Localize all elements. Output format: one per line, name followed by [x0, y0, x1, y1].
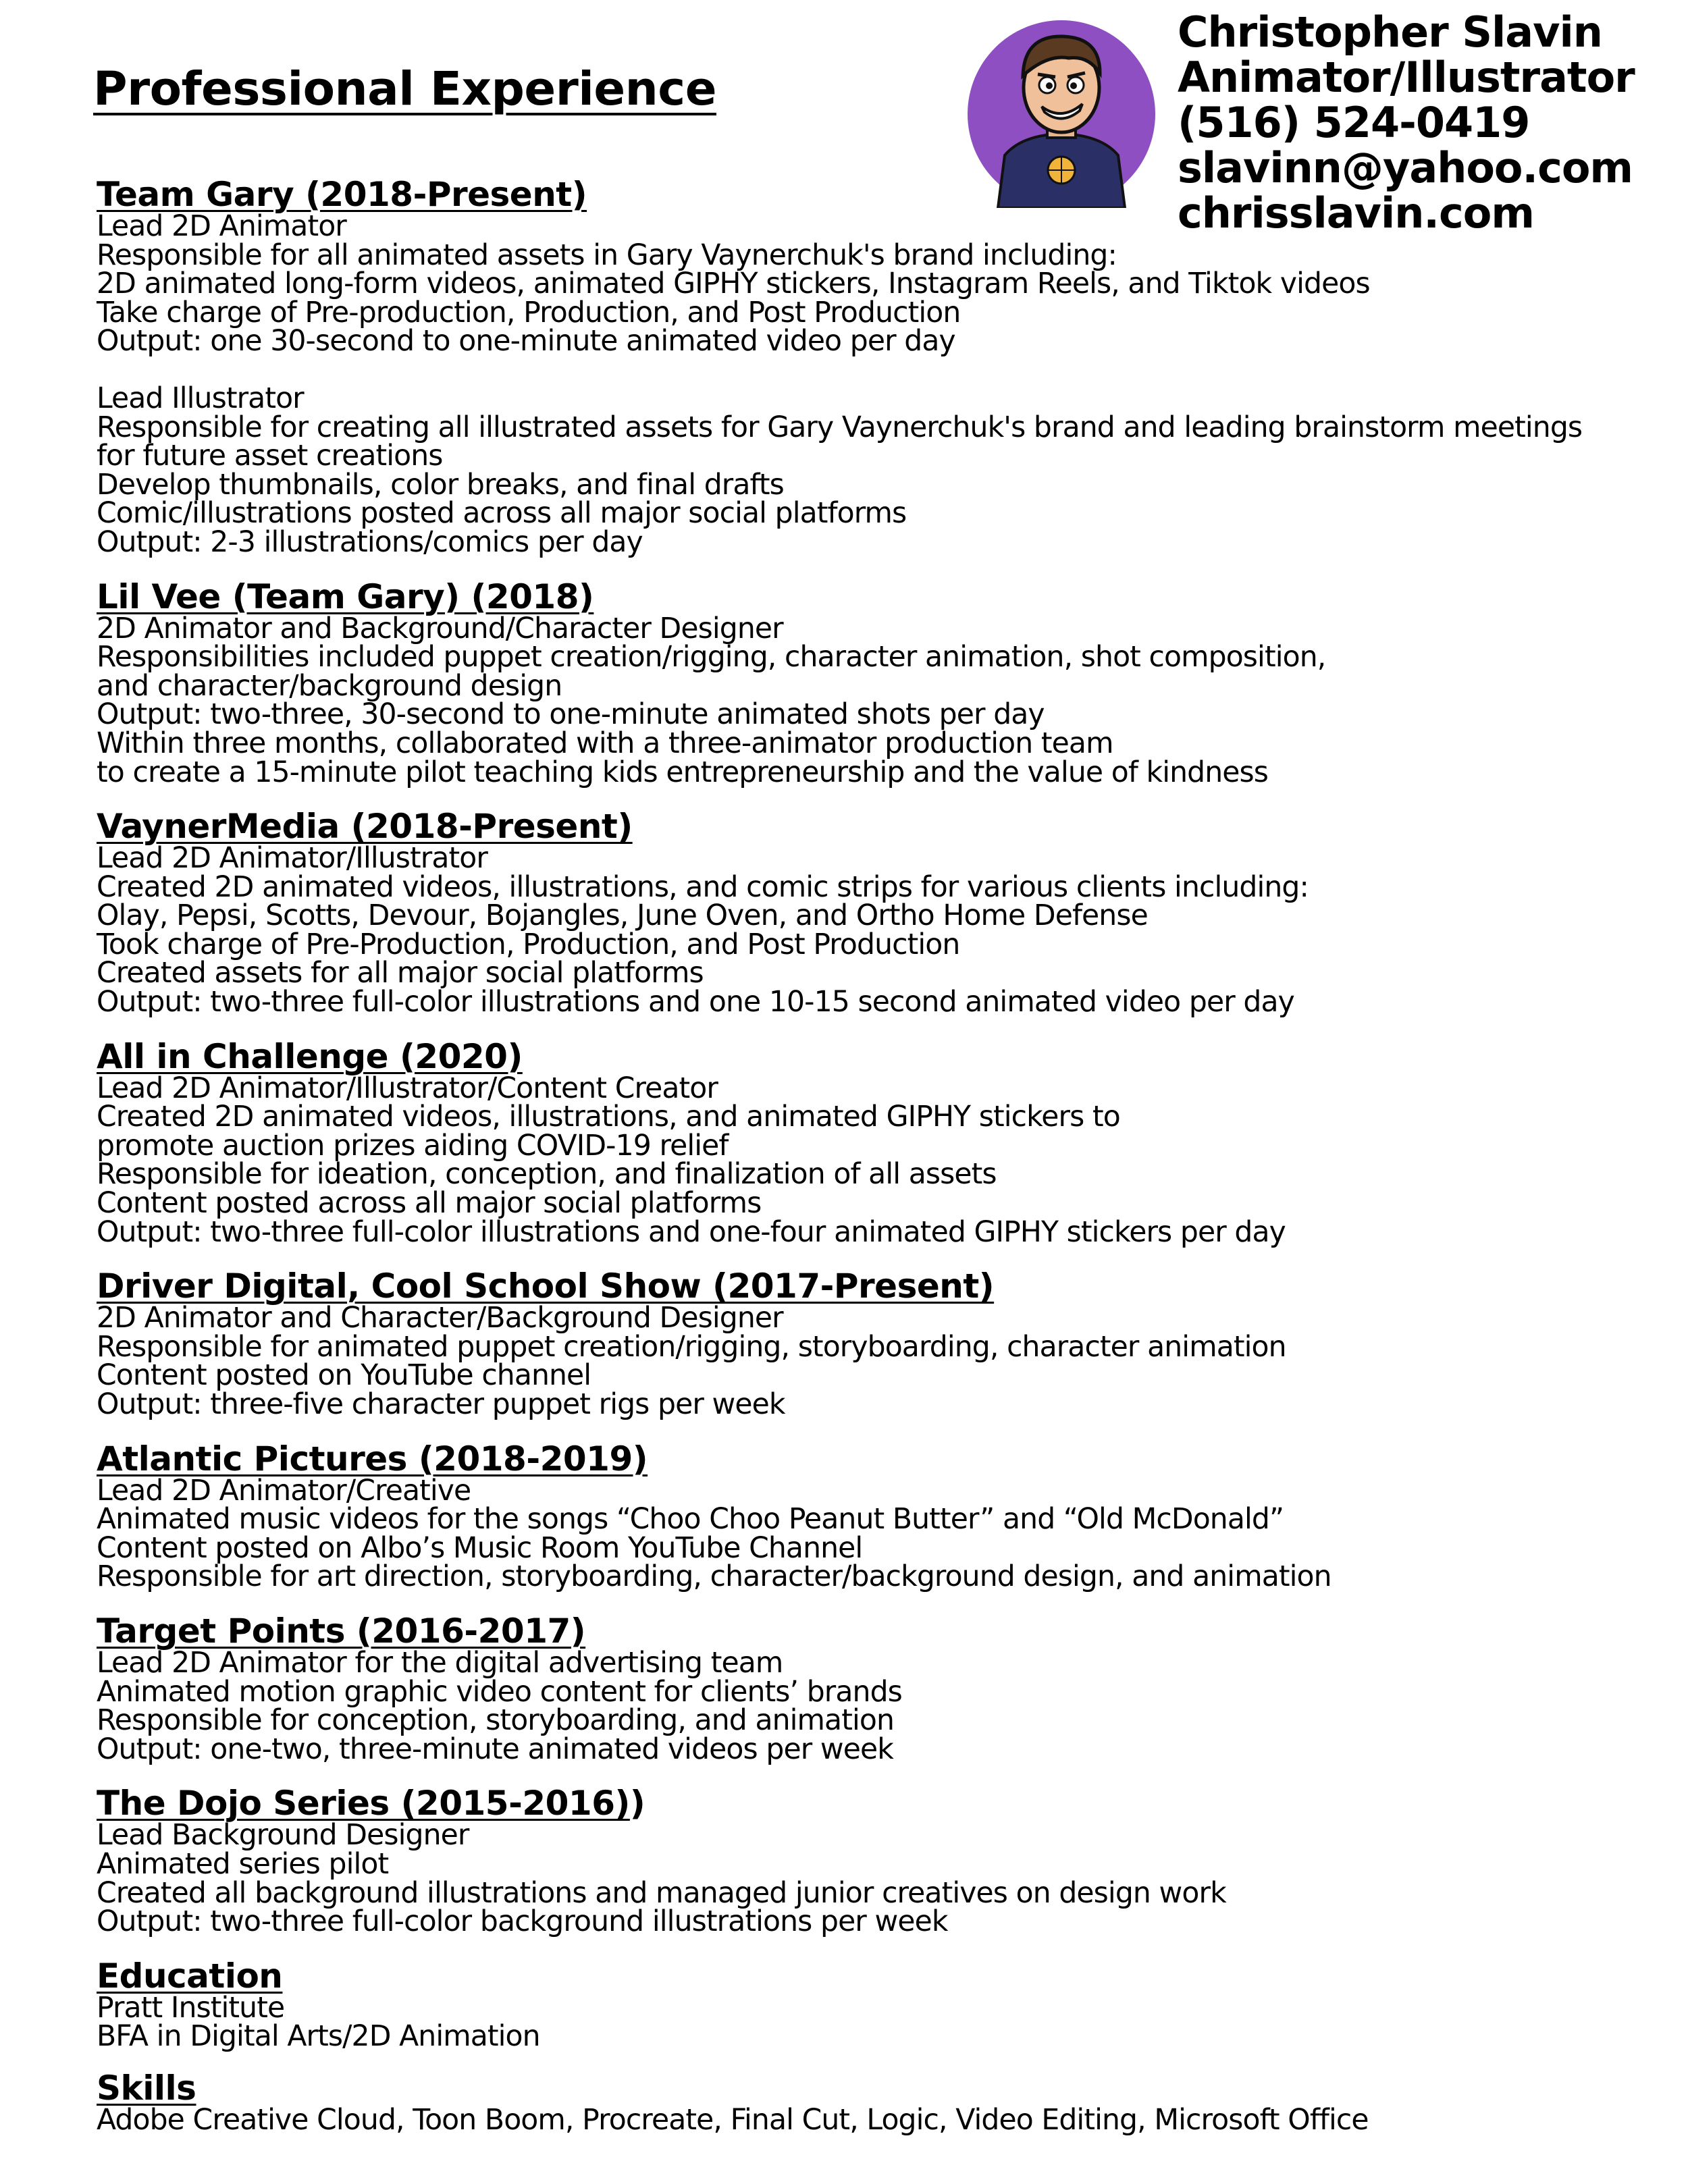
list-item: Created assets for all major social platforms: [97, 957, 704, 990]
list-item: Animated music videos for the songs “Choo Choo Peanut Butter” and “Old McDonald”: [97, 1503, 1284, 1537]
list-item: Output: one 30-second to one-minute animated video per day: [97, 325, 955, 358]
list-item: Responsible for animated puppet creation/rigging, storyboarding, character animation: [97, 1330, 1286, 1364]
list-item: Responsibilities included puppet creation/rigging, character animation, shot composition,: [97, 641, 1326, 674]
list-item: Responsible for art direction, storyboarding, character/background design, and animation: [97, 1560, 1331, 1594]
education-section: [97, 1958, 1677, 2052]
list-item: for future asset creations: [97, 440, 443, 473]
resume-content: [97, 176, 1677, 2156]
list-item: Lead 2D Animator/Creative: [97, 1474, 471, 1508]
section-title: VaynerMedia (2018-Present): [97, 807, 633, 847]
experience-lil-vee: [97, 579, 1677, 788]
list-item: Took charge of Pre-Production, Production, and Post Production: [97, 928, 960, 961]
list-item: Output: one-two, three-minute animated videos per week: [97, 1732, 893, 1766]
list-item: Content posted on Albo’s Music Room YouTube Channel: [97, 1531, 863, 1565]
list-item: Lead Background Designer: [97, 1819, 469, 1853]
section-title-suffix: ): [629, 1784, 645, 1823]
list-item: BFA in Digital Arts/2D Animation: [97, 2020, 540, 2054]
experience-atlantic-pictures: [97, 1441, 1677, 1592]
experience-team-gary: [97, 176, 1677, 558]
list-item: Responsible for creating all illustrated assets for Gary Vaynerchuk's brand and leading brainstorm meetings: [97, 410, 1583, 444]
section-title: Team Gary (2018-Present): [97, 175, 587, 214]
list-item: Created 2D animated videos, illustrations, and comic strips for various clients including:: [97, 870, 1309, 904]
section-title: [97, 1785, 1677, 1821]
section-title: Atlantic Pictures (2018-2019): [97, 1439, 648, 1479]
list-item: and character/background design: [97, 669, 562, 703]
experience-all-in-challenge: [97, 1038, 1677, 1248]
list-item: promote auction prizes aiding COVID-19 relief: [97, 1129, 729, 1163]
contact-role: Animator/Illustrator: [1178, 53, 1635, 102]
list-item: Develop thumbnails, color breaks, and final drafts: [97, 468, 784, 502]
contact-website: chrisslavin.com: [1178, 188, 1534, 238]
contact-phone: (516) 524-0419: [1178, 98, 1530, 147]
list-item: Olay, Pepsi, Scotts, Devour, Bojangles, June Oven, and Ortho Home Defense: [97, 899, 1148, 933]
list-item: Content posted on YouTube channel: [97, 1359, 591, 1393]
experience-target-points: [97, 1613, 1677, 1764]
section-title: Target Points (2016-2017): [97, 1611, 586, 1651]
list-item: Content posted across all major social platforms: [97, 1187, 762, 1221]
list-item: Pratt Institute: [97, 1991, 285, 2025]
section-title: Education: [97, 1956, 283, 1996]
experience-vaynermedia: [97, 808, 1677, 1017]
section-title: All in Challenge (2020): [97, 1036, 523, 1076]
list-item: Animated series pilot: [97, 1847, 389, 1881]
list-item: to create a 15-minute pilot teaching kids entrepreneurship and the value of kindness: [97, 755, 1269, 789]
experience-driver-digital: [97, 1268, 1677, 1419]
list-item: Lead Illustrator: [97, 381, 304, 415]
list-item: Created 2D animated videos, illustrations, and animated GIPHY stickers to: [97, 1100, 1120, 1134]
list-item: Created all background illustrations and managed junior creatives on design work: [97, 1876, 1226, 1910]
list-item: Comic/illustrations posted across all major social platforms: [97, 497, 907, 531]
list-item: Responsible for all animated assets in Gary Vaynerchuk's brand including:: [97, 238, 1117, 272]
experience-dojo-series: [97, 1784, 1677, 1939]
list-item: Lead 2D Animator/Illustrator: [97, 842, 487, 876]
list-item: Output: three-five character puppet rigs per week: [97, 1388, 785, 1421]
list-item: Responsible for conception, storyboarding, and animation: [97, 1704, 895, 1738]
page-title: Professional Experience: [93, 62, 716, 116]
contact-email: slavinn@yahoo.com: [1178, 143, 1633, 192]
list-item: Lead 2D Animator for the digital advertising team: [97, 1646, 783, 1680]
section-title: Driver Digital, Cool School Show (2017-Present): [97, 1267, 995, 1306]
list-item: 2D Animator and Background/Character Designer: [97, 612, 783, 645]
contact-name: Christopher Slavin: [1178, 7, 1602, 57]
list-item: Lead 2D Animator: [97, 210, 346, 243]
list-item: Animated motion graphic video content for clients’ brands: [97, 1675, 902, 1709]
list-item: Take charge of Pre-production, Production, and Post Production: [97, 296, 961, 329]
list-item: Adobe Creative Cloud, Toon Boom, Procreate, Final Cut, Logic, Video Editing, Microsoft Office: [97, 2103, 1369, 2137]
section-title: Skills: [97, 2068, 196, 2108]
list-item: Responsible for ideation, conception, and finalization of all assets: [97, 1158, 997, 1192]
list-item: Within three months, collaborated with a three-animator production team: [97, 726, 1113, 760]
section-title: Lil Vee (Team Gary) (2018): [97, 577, 594, 616]
list-item: Output: two-three full-color illustrations and one 10-15 second animated video per day: [97, 986, 1294, 1019]
list-item: Output: two-three full-color background illustrations per week: [97, 1905, 948, 1939]
list-item: Output: 2-3 illustrations/comics per day: [97, 525, 643, 559]
skills-section: [97, 2070, 1677, 2135]
list-item: 2D Animator and Character/Background Designer: [97, 1302, 783, 1335]
list-item: Output: two-three full-color illustrations and one-four animated GIPHY stickers per day: [97, 1215, 1286, 1249]
list-item: 2D animated long-form videos, animated GIPHY stickers, Instagram Reels, and Tiktok videos: [97, 267, 1370, 301]
list-item: Lead 2D Animator/Illustrator/Content Creator: [97, 1071, 718, 1105]
section-title-text: The Dojo Series (2015-2016): [97, 1784, 630, 1823]
list-item: Output: two-three, 30-second to one-minute animated shots per day: [97, 698, 1045, 732]
